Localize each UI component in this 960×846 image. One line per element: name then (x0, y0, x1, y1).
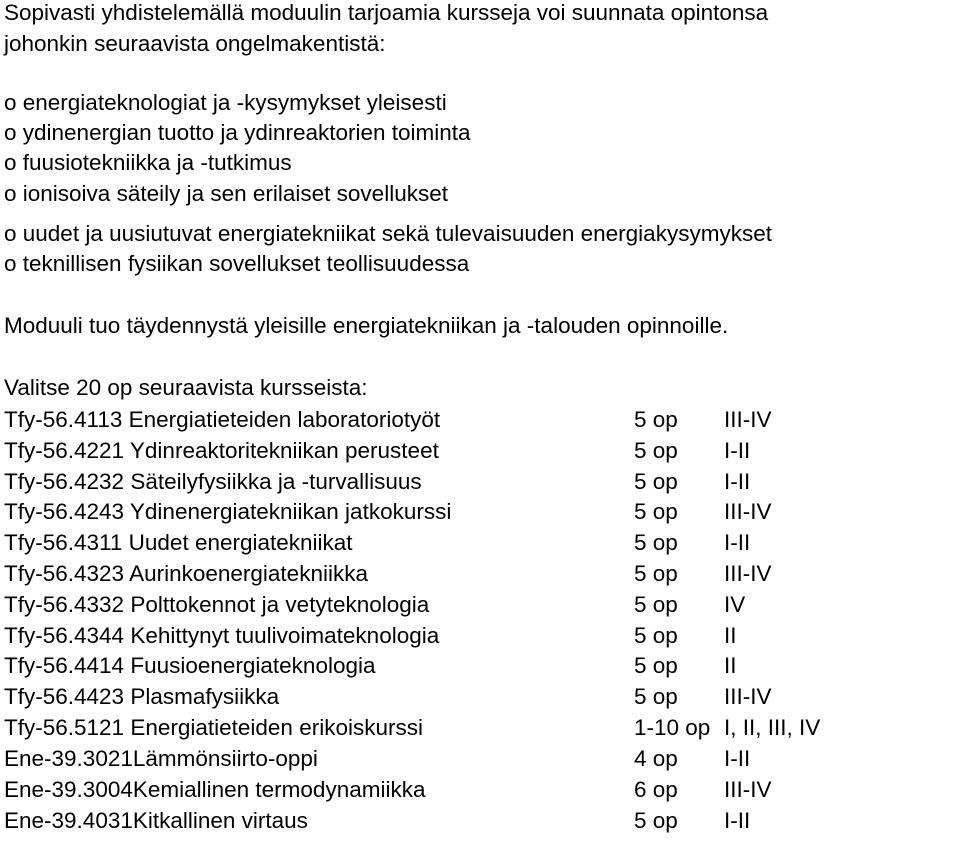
course-credits: 5 op (634, 530, 678, 555)
course-credits: 1-10 op (634, 715, 711, 740)
course-row (0, 528, 960, 558)
course-credits: 6 op (634, 777, 678, 802)
course-row (0, 497, 960, 527)
course-period: I-II (724, 746, 751, 771)
topic-item: o fuusiotekniikka ja -tutkimus (4, 150, 292, 175)
course-code-title: Tfy-56.4414 Fuusioenergiateknologia (4, 653, 376, 678)
course-row (0, 621, 960, 651)
course-row (0, 744, 960, 774)
course-period: I-II (724, 438, 751, 463)
course-code-title: Ene-39.3021Lämmönsiirto-oppi (4, 746, 318, 771)
course-code-title: Tfy-56.4311 Uudet energiatekniikat (4, 530, 353, 555)
course-credits: 5 op (634, 407, 678, 432)
course-credits: 5 op (634, 592, 678, 617)
course-code-title: Tfy-56.4332 Polttokennot ja vetyteknologia (4, 592, 430, 617)
module-note: Moduuli tuo täydennystä yleisille energiatekniikan ja -talouden opinnoille. (4, 313, 729, 338)
course-row (0, 651, 960, 681)
course-credits: 5 op (634, 438, 678, 463)
selection-instruction: Valitse 20 op seuraavista kursseista: (4, 375, 368, 400)
course-period: III-IV (724, 499, 772, 524)
course-period: IV (724, 592, 746, 617)
course-credits: 5 op (634, 623, 678, 648)
course-row (0, 559, 960, 589)
course-code-title: Tfy-56.4232 Säteilyfysiikka ja -turvallisuus (4, 469, 422, 494)
course-period: I-II (724, 469, 751, 494)
intro-line-1: Sopivasti yhdistelemällä moduulin tarjoamia kursseja voi suunnata opintonsa (4, 0, 769, 25)
course-credits: 5 op (634, 561, 678, 586)
course-period: II (724, 653, 737, 678)
course-code-title: Tfy-56.5121 Energiatieteiden erikoiskurssi (4, 715, 423, 740)
course-period: I-II (724, 808, 751, 833)
topic-item: o uudet ja uusiutuvat energiatekniikat sekä tulevaisuuden energiakysymykset (4, 221, 772, 246)
intro-line-2: johonkin seuraavista ongelmakentistä: (4, 31, 386, 56)
course-period: I-II (724, 530, 751, 555)
course-credits: 5 op (634, 653, 678, 678)
topic-item: o teknillisen fysiikan sovellukset teollisuudessa (4, 251, 470, 276)
course-row (0, 775, 960, 805)
course-row (0, 405, 960, 435)
course-code-title: Ene-39.3004Kemiallinen termodynamiikka (4, 777, 426, 802)
course-row (0, 713, 960, 743)
course-code-title: Tfy-56.4344 Kehittynyt tuulivoimateknologia (4, 623, 440, 648)
course-code-title: Tfy-56.4243 Ydinenergiatekniikan jatkokurssi (4, 499, 452, 524)
course-code-title: Ene-39.4031Kitkallinen virtaus (4, 808, 308, 833)
course-period: III-IV (724, 777, 772, 802)
course-credits: 5 op (634, 499, 678, 524)
course-period: I, II, III, IV (724, 715, 821, 740)
course-code-title: Tfy-56.4423 Plasmafysiikka (4, 684, 280, 709)
topic-item: o ionisoiva säteily ja sen erilaiset sovellukset (4, 181, 448, 206)
course-period: II (724, 623, 737, 648)
course-period: III-IV (724, 561, 772, 586)
course-row (0, 806, 960, 836)
course-credits: 5 op (634, 469, 678, 494)
course-period: III-IV (724, 684, 772, 709)
course-credits: 5 op (634, 684, 678, 709)
course-row (0, 590, 960, 620)
course-credits: 5 op (634, 808, 678, 833)
course-period: III-IV (724, 407, 772, 432)
course-code-title: Tfy-56.4323 Aurinkoenergiatekniikka (4, 561, 368, 586)
topic-item: o ydinenergian tuotto ja ydinreaktorien toiminta (4, 120, 471, 145)
course-code-title: Tfy-56.4221 Ydinreaktoritekniikan perusteet (4, 438, 439, 463)
course-row (0, 436, 960, 466)
course-row (0, 467, 960, 497)
course-credits: 4 op (634, 746, 678, 771)
topic-item: o energiateknologiat ja -kysymykset yleisesti (4, 90, 447, 115)
course-row (0, 682, 960, 712)
course-code-title: Tfy-56.4113 Energiatieteiden laboratoriotyöt (4, 407, 441, 432)
